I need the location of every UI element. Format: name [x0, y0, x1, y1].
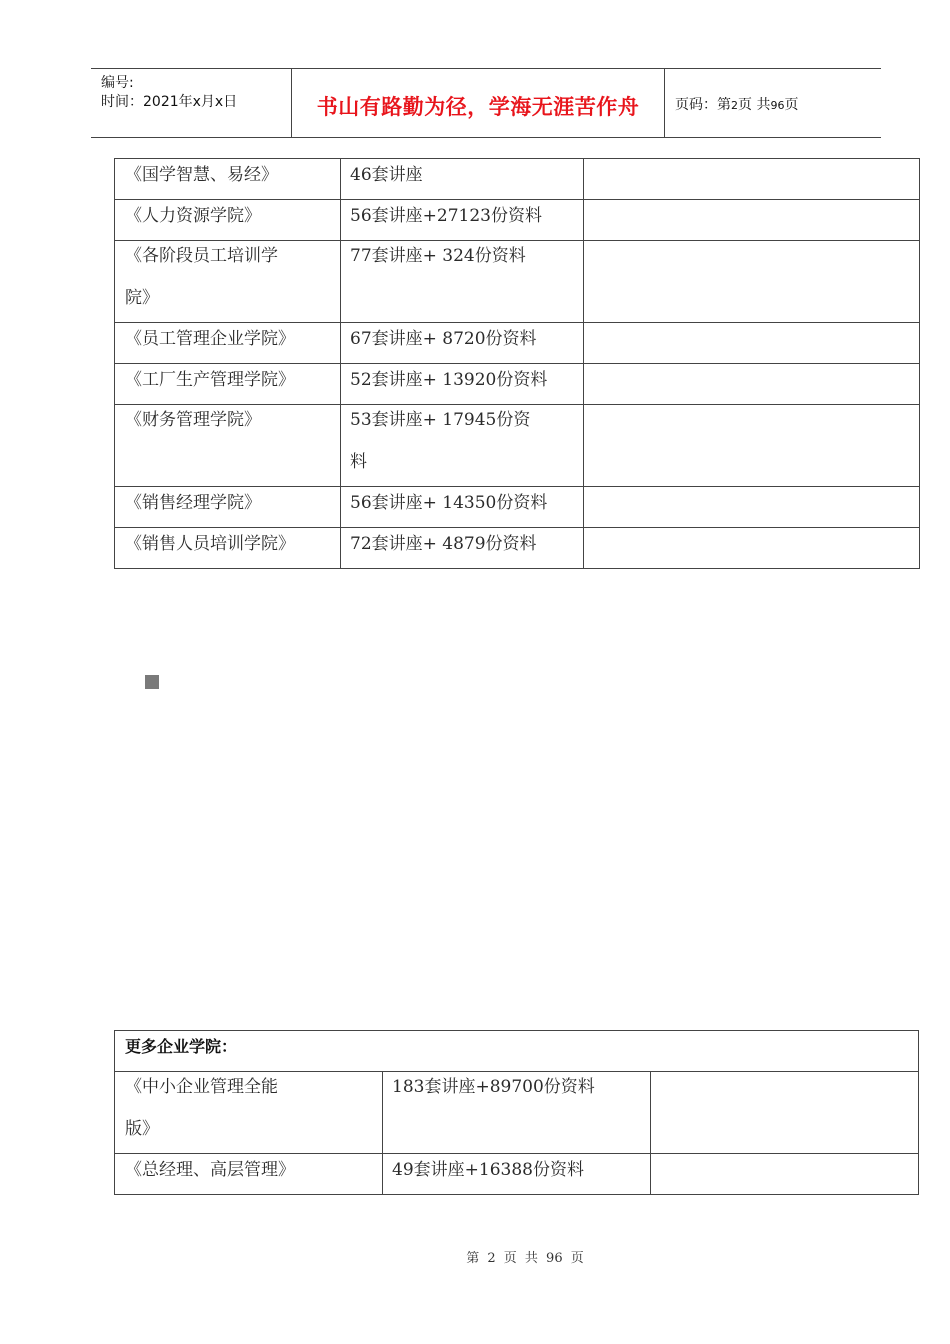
college-content-cell: [341, 364, 584, 405]
college-name-line: 《工厂生产管理学院》: [125, 370, 295, 390]
college-name-cell: [115, 364, 341, 405]
header-motto: 书山有路勤为径，学海无涯苦作舟: [316, 95, 640, 119]
college-note-cell: [584, 241, 920, 323]
college-note-cell: [584, 323, 920, 364]
header-page-number: [675, 94, 798, 114]
college-name-cell: [115, 487, 341, 528]
college-content-line: 料: [350, 452, 367, 472]
college-content-cell: [341, 241, 584, 323]
page-prefix: 页码：第: [675, 97, 731, 113]
header-number-label: 编号:: [101, 75, 134, 91]
page-current: 2: [731, 99, 738, 112]
college-name-cell: [115, 323, 341, 364]
college-content-line: 77套讲座+ 324份资料: [350, 246, 526, 266]
more-colleges-table: [114, 1030, 919, 1195]
college-name-line: 《财务管理学院》: [125, 410, 261, 430]
page-suffix: 页: [784, 97, 799, 113]
college-content-cell: [341, 528, 584, 569]
college-content-line: 56套讲座+ 14350份资料: [350, 493, 548, 513]
college-content-line: 56套讲座+27123份资料: [350, 206, 542, 226]
college-note-cell: [584, 528, 920, 569]
college-name-line: 《销售人员培训学院》: [125, 534, 295, 554]
college-name-line: 《员工管理企业学院》: [125, 329, 295, 349]
college-content-cell: [341, 487, 584, 528]
college-note-cell: [584, 200, 920, 241]
table-heading-row: [115, 1031, 919, 1072]
college-content-line: 49套讲座+16388份资料: [392, 1160, 584, 1180]
college-name-cell: [115, 159, 341, 200]
college-content-cell: [341, 200, 584, 241]
college-content-cell: [341, 323, 584, 364]
table-row: [115, 487, 920, 528]
table-row: [115, 364, 920, 405]
table-row: [115, 200, 920, 241]
college-note-cell: [651, 1154, 919, 1195]
college-note-cell: [584, 159, 920, 200]
square-bullet-icon: [145, 675, 159, 689]
college-name-line: 《人力资源学院》: [125, 206, 261, 226]
college-note-cell: [651, 1072, 919, 1154]
college-name-line: 《总经理、高层管理》: [125, 1160, 295, 1180]
page-total: 96: [770, 99, 785, 112]
header-motto-cell: [292, 69, 665, 137]
college-note-cell: [584, 364, 920, 405]
table-row: [115, 1072, 919, 1154]
college-name-line: 《销售经理学院》: [125, 493, 261, 513]
more-colleges-table-body: [115, 1031, 919, 1195]
college-content-line: 67套讲座+ 8720份资料: [350, 329, 537, 349]
table-row: [115, 405, 920, 487]
college-name-cell: [115, 1154, 383, 1195]
college-content-line: 46套讲座: [350, 165, 423, 185]
page-footer: 第 2 页 共 96 页: [466, 1251, 584, 1266]
college-content-line: 72套讲座+ 4879份资料: [350, 534, 537, 554]
college-name-line: 版》: [125, 1119, 159, 1139]
college-table-body: [115, 159, 920, 569]
college-content-cell: [341, 405, 584, 487]
college-name-cell: [115, 528, 341, 569]
header-meta: [91, 69, 292, 137]
college-name-cell: [115, 1072, 383, 1154]
college-content-line: 183套讲座+89700份资料: [392, 1077, 595, 1097]
header-time-label: 时间：2021年x月x日: [101, 94, 238, 110]
college-name-cell: [115, 200, 341, 241]
college-name-cell: [115, 241, 341, 323]
table-row: [115, 241, 920, 323]
table-row: [115, 528, 920, 569]
college-name-cell: [115, 405, 341, 487]
college-content-line: 53套讲座+ 17945份资: [350, 410, 531, 430]
table-row: [115, 159, 920, 200]
college-note-cell: [584, 487, 920, 528]
table-row: [115, 323, 920, 364]
college-name-line: 《各阶段员工培训学: [125, 246, 278, 266]
more-colleges-heading: 更多企业学院：: [115, 1031, 919, 1072]
college-content-line: 52套讲座+ 13920份资料: [350, 370, 548, 390]
college-name-line: 《中小企业管理全能: [125, 1077, 278, 1097]
college-name-line: 《国学智慧、易经》: [125, 165, 278, 185]
college-content-cell: [383, 1154, 651, 1195]
header-page-cell: [665, 69, 881, 137]
page-middle: 页 共: [738, 97, 771, 113]
college-content-cell: [341, 159, 584, 200]
table-row: [115, 1154, 919, 1195]
college-note-cell: [584, 405, 920, 487]
college-table: [114, 158, 920, 569]
college-name-line: 院》: [125, 288, 159, 308]
page-header: [91, 68, 881, 138]
college-content-cell: [383, 1072, 651, 1154]
